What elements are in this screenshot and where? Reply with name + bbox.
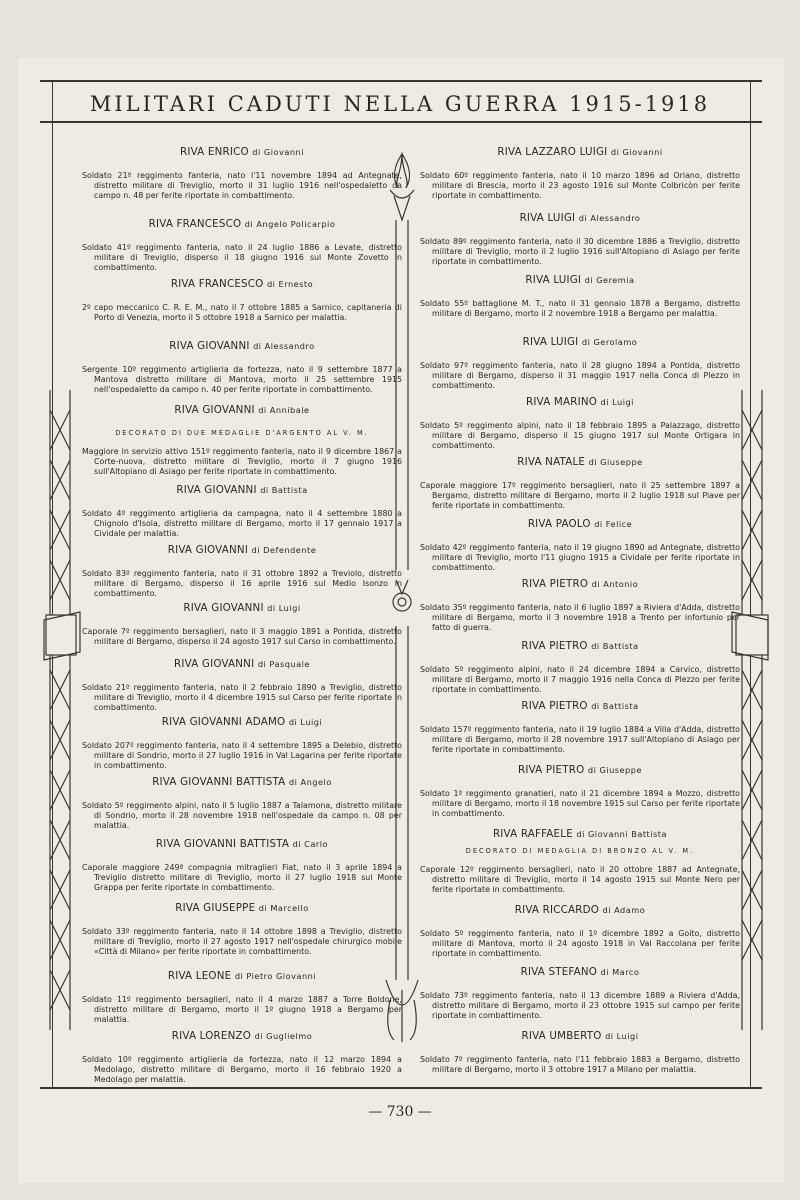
entry [82,658,402,713]
entry-name: RIVA UMBERTO di Luigi [521,1030,639,1042]
entry-name: RIVA GIOVANNI BATTISTA di Carlo [155,838,329,850]
entry-name: RIVA LAZZARO LUIGI di Giovanni [497,146,663,158]
frame-bottom-rule [40,1087,762,1089]
entry-text: Soldato 21º reggimento fanteria, nato l'11 novembre 1894 ad Antegnate, distretto militare di Treviglio, morto il 31 luglio 1916 nell'ospedaletto da campo n. 48 per ferite riportate in combattimento. [82,171,402,200]
entry-name: RIVA GIOVANNI di Battista [176,484,308,496]
entry [420,518,740,573]
entry-text: Soldato 7º reggimento fanteria, nato l'11 febbraio 1883 a Bergamo, distretto militare di Bergamo, morto il 3 ottobre 1917 a Milano per malattia. [420,1055,740,1074]
entry-text: Soldato 41º reggimento fanteria, nato il 24 luglio 1886 a Levate, distretto militare di Treviglio, disperso il 18 giugno 1916 sul Monte Zovetto in combattimento. [82,243,402,272]
entry-text: Caporale 7º reggimento bersaglieri, nato il 3 maggio 1891 a Pontida, distretto militare di Bergamo, disperso il 24 agosto 1917 sul Carso in combattimento. [82,627,402,646]
entry-name: RIVA GIOVANNI di Luigi [183,602,301,614]
entry [420,764,740,819]
entry [420,274,740,319]
entry-name: RIVA GIOVANNI BATTISTA di Angelo [152,776,332,788]
entry-text: Maggiore in servizio attivo 151º reggimento fanteria, nato il 9 dicembre 1867 a Corte-nuova, distretto militare di Treviglio, morto il 7 giugno 1916 sull'Altopiano di Asiago per ferite riportate in combattimento. [82,447,402,476]
entry-name: RIVA PIETRO di Battista [521,640,639,652]
entry-name: RIVA PIETRO di Giuseppe [517,764,642,776]
entry-text: Soldato 207º reggimento fanteria, nato il 4 settembre 1895 a Delebio, distretto militare di Sondrio, morto il 27 luglio 1916 in Val Lagarina per ferite riportate in combattimento. [82,741,402,770]
entry-text: Soldato 21º reggimento fanteria, nato il 2 febbraio 1890 a Treviglio, distretto militare di Treviglio, morto il 4 dicembre 1915 sul Carso per ferite riportate in combattimento. [82,683,402,712]
entry [82,1030,402,1085]
entry-name: RIVA RICCARDO di Adamo [514,904,646,916]
entry-name: RIVA PIETRO di Antonio [521,578,639,590]
entry-name: RIVA PAOLO di Felice [527,518,633,530]
entry [420,1030,740,1075]
entry-name: RIVA LEONE di Pietro Giovanni [167,970,317,982]
entry [82,902,402,957]
entry-text: Caporale 12º reggimento bersaglieri, nato il 20 ottobre 1887 ad Antegnate, distretto militare di Treviglio, morto il 14 agosto 1915 sul Monte Nero per ferite riportate in combattimento. [420,865,740,894]
entry [420,966,740,1021]
entry-text: Soldato 55º battaglione M. T., nato il 31 gennaio 1878 a Bergamo, distretto militare di Bergamo, morto il 2 novembre 1918 a Bergamo per malattia. [420,299,740,318]
entry [82,602,402,647]
entry-text: Soldato 11º reggimento bersaglieri, nato il 4 marzo 1887 a Torre Boldone, distretto militare di Bergamo, morto il 1º giugno 1918 a Bergamo per malattia. [82,995,402,1024]
entry [82,970,402,1025]
entry [82,716,402,771]
entry-name: RIVA LUIGI di Geremia [525,274,635,286]
entry-name: RIVA GIUSEPPE di Marcello [175,902,309,914]
entry-name: RIVA NATALE di Giuseppe [517,456,643,468]
entry-name: RIVA FRANCESCO di Angelo Policarpio [148,218,336,230]
entry-decoration: DECORATO DI DUE MEDAGLIE D'ARGENTO AL V. M. [115,429,369,437]
entry-name: RIVA GIOVANNI di Defendente [167,544,317,556]
entry-name: RIVA PIETRO di Battista [521,700,639,712]
entry-text: Soldato 73º reggimento fanteria, nato il 13 dicembre 1889 a Riviera d'Adda, distretto militare di Bergamo, morto il 23 ottobre 1915 sul campo per ferite riportate in combattimento. [420,991,740,1020]
entry [82,776,402,831]
entry [420,640,740,695]
entry [82,218,402,273]
entry-name: RIVA GIOVANNI di Alessandro [169,340,315,352]
entry-text: Soldato 83º reggimento fanteria, nato il 31 ottobre 1892 a Treviolo, distretto militare di Bergamo, disperso il 16 aprile 1916 sul Medio Isonzo in combattimento. [82,569,402,598]
frame-top-rule [40,80,762,82]
entry-text: Caporale maggiore 17º reggimento bersaglieri, nato il 25 settembre 1897 a Bergamo, distretto militare di Bergamo, morto il 2 luglio 1918 sul Piave per ferite riportate in combattimento. [420,481,740,510]
entry-text: Soldato 35º reggimento fanteria, nato il 6 luglio 1897 a Riviera d'Adda, distretto militare di Bergamo, morto il 3 novembre 1918 a Trento per infortunio per fatto di guerra. [420,603,740,632]
entry-text: Soldato 97º reggimento fanteria, nato il 28 giugno 1894 a Pontida, distretto militare di Bergamo, disperso il 31 maggio 1917 nella Conca di Plezzo in combattimento. [420,361,740,390]
entry-text: Soldato 157º reggimento fanteria, nato il 19 luglio 1884 a Villa d'Adda, distretto militare di Bergamo, morto il 28 novembre 1917 sull'Altopiano di Asiago per ferite riportate in combattimento. [420,725,740,754]
entry-name: RIVA ENRICO di Giovanni [180,146,304,158]
entry-name: RIVA STEFANO di Marco [520,966,640,978]
entry [82,340,402,395]
entry [420,828,740,895]
page-number: — 730 — [368,1104,432,1120]
entry-text: Soldato 33º reggimento fanteria, nato il 14 ottobre 1898 a Treviglio, distretto militare di Treviglio, morto il 27 agosto 1917 nell'ospedale chirurgico mobile «Città di Milano» per ferite riportate in combattimento. [82,927,402,956]
entry-text: Soldato 89º reggimento fanteria, nato il 30 dicembre 1886 a Treviglio, distretto militare di Treviglio, morto il 2 luglio 1916 sull'Altopiano di Asiago per ferite riportate in combattimento. [420,237,740,266]
entry-name: RIVA GIOVANNI di Annibale [174,404,310,416]
entry [420,578,740,633]
entry-text: Soldato 42º reggimento fanteria, nato il 19 giugno 1890 ad Antegnate, distretto militare di Treviglio, morto l'11 giugno 1915 a Cividale per ferite riportate in combattimento. [420,543,740,572]
entry-text: Soldato 5º reggimento fanteria, nato il 1º dicembre 1892 a Goito, distretto militare di Mantova, morto il 24 agosto 1918 in Val Raccolana per ferite riportate in combattimento. [420,929,740,958]
entry-name: RIVA LUIGI di Gerolamo [522,336,638,348]
entry [82,404,402,477]
entry-text: Soldato 5º reggimento alpini, nato il 5 luglio 1887 a Talamona, distretto militare di Sondrio, morto il 28 novembre 1918 nell'ospedale da campo n. 08 per malattia. [82,801,402,830]
entry [420,146,740,201]
entry [82,146,402,201]
entry [82,544,402,599]
entry-text: Caporale maggiore 249ª compagnia mitraglieri Fiat, nato il 3 aprile 1894 a Treviglio distretto militare di Treviglio, morto il 27 luglio 1918 sul Monte Grappa per ferite riportate in combattimento. [82,863,402,892]
entry [420,700,740,755]
entry-text: Soldato 10º reggimento artiglieria da fortezza, nato il 12 marzo 1894 a Medolago, distretto militare di Bergamo, morto il 16 febbraio 1920 a Medolago per malattia. [82,1055,402,1084]
entry-name: RIVA FRANCESCO di Ernesto [170,278,314,290]
entry-name: RIVA LORENZO di Guglielmo [171,1030,313,1042]
entry-name: RIVA RAFFAELE di Giovanni Battista [492,828,668,840]
entry [420,456,740,511]
entry-name: RIVA GIOVANNI ADAMO di Luigi [161,716,323,728]
entry [420,396,740,451]
entry-text: Soldato 60º reggimento fanteria, nato il 10 marzo 1896 ad Oriano, distretto militare di Brescia, morto il 23 agosto 1916 sul Monte Colbricòn per ferite riportate in combattimento. [420,171,740,200]
entry [420,336,740,391]
entry [82,484,402,539]
entry-text: Soldato 5º reggimento alpini, nato il 18 febbraio 1895 a Palazzago, distretto militare di Bergamo, disperso il 15 giugno 1917 sul Monte Ortigara in combattimento. [420,421,740,450]
entry [82,838,402,893]
entry-text: Sergente 10º reggimento artiglieria da fortezza, nato il 9 settembre 1877 a Mantova distretto militare di Mantova, morto il 25 settembre 1915 nell'ospedaletto da campo n. 40 per ferite riportate in combattimento. [82,365,402,394]
entry-text: 2º capo meccanico C. R. E. M., nato il 7 ottobre 1885 a Sarnico, capitaneria di Porto di Venezia, morto il 5 ottobre 1918 a Sarnico per malattia. [82,303,402,322]
entry [82,278,402,323]
page-title: MILITARI CADUTI NELLA GUERRA 1915-1918 [89,92,711,116]
entry-decoration: DECORATO DI MEDAGLIA DI BRONZO AL V. M. [465,847,695,855]
left-column-ornament [40,390,86,1090]
entry-text: Soldato 5º reggimento alpini, nato il 24 dicembre 1894 a Carvico, distretto militare di Bergamo, morto il 7 maggio 1916 nella Conca di Plezzo per ferite riportate in combattimento. [420,665,740,694]
entry-text: Soldato 1º reggimento granatieri, nato il 21 dicembre 1894 a Mozzo, distretto militare di Bergamo, morto il 18 novembre 1915 sul Carso per ferite riportate in combattimento. [420,789,740,818]
entry-name: RIVA MARINO di Luigi [526,396,634,408]
entry-text: Soldato 4º reggimento artiglieria da campagna, nato il 4 settembre 1880 a Chignolo d'Isola, distretto militare di Bergamo, morto il 17 gennaio 1917 a Cividale per malattia. [82,509,402,538]
entry [420,904,740,959]
entry [420,212,740,267]
entry-name: RIVA LUIGI di Alessandro [519,212,641,224]
entry-name: RIVA GIOVANNI di Pasquale [174,658,310,670]
